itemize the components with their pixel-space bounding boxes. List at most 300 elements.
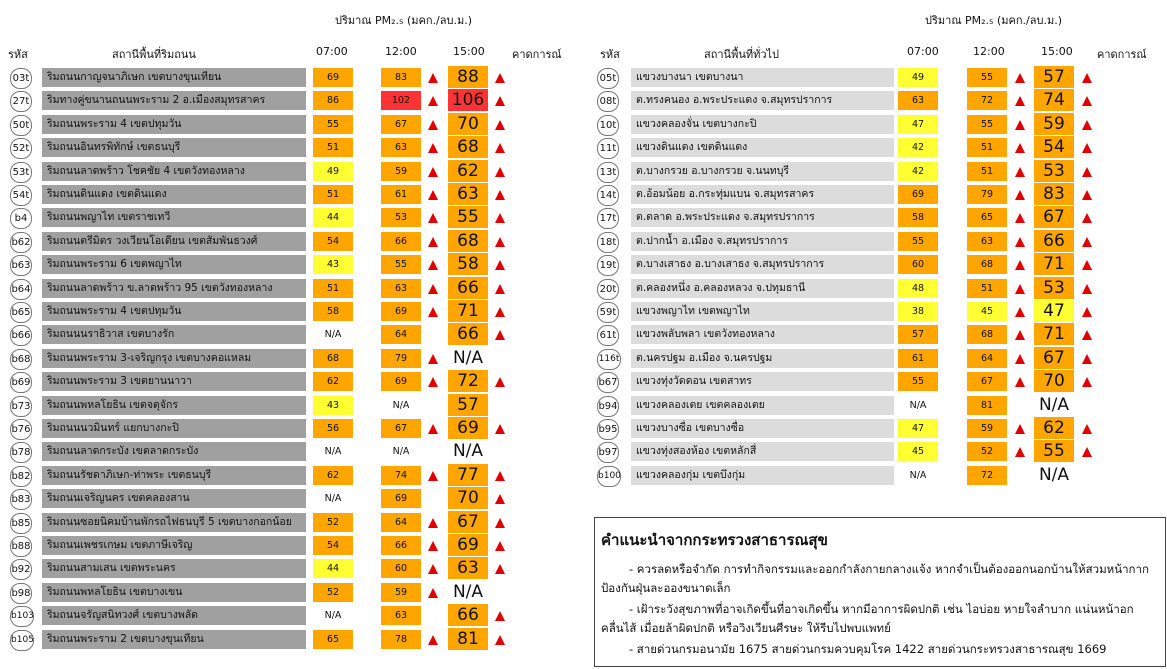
station-name: แขวงทุ่งวัดดอน เขตสาทร [631, 372, 894, 391]
station-row [590, 230, 1167, 254]
station-name: ริมถนนพระราม 4 เขตปทุมวัน [42, 302, 306, 321]
station-name: ริมถนนพระราม 3 เขตยานนาวา [42, 372, 306, 391]
pm25-unit-header: ปริมาณ PM₂.₅ (มคก./ลบ.ม.) [925, 14, 1062, 27]
station-name: ต.บางเสาธง อ.บางเสาธง จ.สมุทรปราการ [631, 255, 894, 274]
station-code-badge: 08t [597, 91, 619, 112]
pm25-value-0700: 42 [898, 162, 938, 181]
station-code-badge: 14t [597, 185, 619, 206]
forecast-up-icon [1082, 167, 1092, 177]
pm25-value-1200: 64 [381, 513, 421, 532]
pm25-value-1500: 69 [448, 417, 488, 439]
pm25-value-1200: 51 [967, 279, 1007, 298]
station-row [0, 581, 580, 605]
forecast-up-icon [495, 73, 505, 83]
pm25-value-0700: 38 [898, 302, 938, 321]
forecast-up-icon [495, 120, 505, 130]
trend-up-icon [428, 284, 438, 294]
forecast-up-icon [495, 260, 505, 270]
station-name: ริมถนนเจริญนคร เขตคลองสาน [42, 489, 306, 508]
station-code-badge: b68 [10, 349, 32, 370]
forecast-up-icon [1082, 330, 1092, 340]
pm25-value-1500: 70 [448, 113, 488, 135]
trend-up-icon [1015, 213, 1025, 223]
station-code-badge: 20t [597, 279, 619, 300]
pm25-value-1200: 67 [967, 372, 1007, 391]
station-name: แขวงบางนา เขตบางนา [631, 68, 894, 87]
forecast-up-icon [495, 167, 505, 177]
station-row [590, 440, 1167, 464]
pm25-value-0700: 54 [313, 232, 353, 251]
station-name: ริมถนนสามเสน เขตพระนคร [42, 559, 306, 578]
station-name: ต.ตลาด อ.พระประแดง จ.สมุทรปราการ [631, 208, 894, 227]
forecast-up-icon [1082, 237, 1092, 247]
station-name: แขวงคลองเตย เขตคลองเตย [631, 396, 894, 415]
pm25-value-0700: N/A [909, 469, 927, 481]
pm25-value-1500: 68 [448, 230, 488, 252]
pm25-value-0700: 55 [898, 372, 938, 391]
trend-up-icon [428, 143, 438, 153]
pm25-value-1500: 71 [1034, 323, 1074, 345]
pm25-value-1200: 67 [381, 115, 421, 134]
station-name: ต.ทรงคนอง อ.พระประแดง จ.สมุทรปราการ [631, 91, 894, 110]
pm25-value-1200: 55 [967, 115, 1007, 134]
pm25-value-1200: N/A [392, 399, 410, 411]
col-1500-header: 15:00 [453, 45, 485, 58]
pm25-value-1200: 69 [381, 372, 421, 391]
station-name: ริมถนนพระราม 4 เขตปทุมวัน [42, 115, 306, 134]
trend-up-icon [428, 354, 438, 364]
forecast-up-icon [1082, 143, 1092, 153]
forecast-up-icon [1082, 377, 1092, 387]
pm25-value-1200: 52 [967, 442, 1007, 461]
pm25-value-1200: 81 [967, 396, 1007, 415]
pm25-value-1200: 72 [967, 466, 1007, 485]
pm25-value-1500: 67 [448, 511, 488, 533]
station-name: ริมถนนพหลโยธิน เขตจตุจักร [42, 396, 306, 415]
trend-up-icon [1015, 447, 1025, 457]
forecast-up-icon [495, 307, 505, 317]
station-code-badge: 52t [10, 138, 32, 159]
pm25-value-1200: 79 [967, 185, 1007, 204]
trend-up-icon [1015, 167, 1025, 177]
station-row [0, 464, 580, 488]
pm25-value-0700: 45 [898, 442, 938, 461]
station-row [0, 206, 580, 230]
pm25-value-1200: 102 [381, 91, 421, 110]
trend-up-icon [1015, 143, 1025, 153]
station-row [590, 277, 1167, 301]
station-name: ริมถนนพระราม 6 เขตพญาไท [42, 255, 306, 274]
pm25-value-0700: 69 [898, 185, 938, 204]
station-code-badge: b67 [597, 372, 619, 393]
pm25-value-1500: 55 [448, 206, 488, 228]
pm25-value-0700: 51 [313, 185, 353, 204]
pm25-value-1500: 66 [448, 604, 488, 626]
station-row [0, 417, 580, 441]
pm25-value-0700: 47 [898, 115, 938, 134]
forecast-up-icon [495, 96, 505, 106]
station-code-badge: b83 [10, 489, 32, 510]
forecast-up-icon [495, 494, 505, 504]
station-name: แขวงคลองจั่น เขตบางกะปิ [631, 115, 894, 134]
pm25-value-1500: 63 [448, 183, 488, 205]
pm25-value-1200: 64 [967, 349, 1007, 368]
station-code-badge: 19t [597, 255, 619, 276]
station-code-badge: b66 [10, 325, 32, 346]
pm25-value-0700: 55 [313, 115, 353, 134]
pm25-value-0700: 61 [898, 349, 938, 368]
forecast-up-icon [495, 518, 505, 528]
forecast-up-icon [495, 424, 505, 434]
station-name: แขวงบางซื่อ เขตบางซื่อ [631, 419, 894, 438]
pm25-value-1200: 65 [967, 208, 1007, 227]
station-row [0, 230, 580, 254]
pm25-value-1200: 69 [381, 489, 421, 508]
station-code-badge: b64 [10, 279, 32, 300]
forecast-up-icon [495, 213, 505, 223]
station-code-badge: b100 [597, 466, 621, 487]
pm25-value-0700: N/A [324, 446, 342, 458]
forecast-up-icon [1082, 120, 1092, 130]
trend-up-icon [1015, 307, 1025, 317]
pm25-value-1200: 51 [967, 162, 1007, 181]
trend-up-icon [428, 190, 438, 200]
station-row [590, 89, 1167, 113]
station-code-badge: b94 [597, 396, 619, 417]
col-station-header: สถานีพื้นที่ริมถนน [112, 48, 196, 61]
pm25-value-1500: N/A [452, 347, 484, 368]
trend-up-icon [428, 260, 438, 270]
advice-title: คำแนะนำจากกระทรวงสาธารณสุข [601, 531, 828, 549]
station-code-badge: b73 [10, 396, 32, 417]
pm25-value-1200: 59 [381, 162, 421, 181]
station-row [0, 160, 580, 184]
station-code-badge: b103 [10, 606, 34, 627]
pm25-value-1500: 66 [448, 323, 488, 345]
pm25-value-1500: 54 [1034, 136, 1074, 158]
pm25-value-1200: 69 [381, 302, 421, 321]
pm25-value-1500: N/A [1038, 464, 1070, 485]
station-code-badge: b98 [10, 583, 32, 604]
trend-up-icon [428, 541, 438, 551]
pm25-value-1500: N/A [452, 441, 484, 462]
station-row [0, 487, 580, 511]
station-code-badge: 13t [597, 162, 619, 183]
station-name: ริมถนนตรีมิตร วงเวียนโอเดียน เขตสัมพันธวงศ์ [42, 232, 306, 251]
trend-up-icon [1015, 190, 1025, 200]
pm25-value-1500: 69 [448, 534, 488, 556]
station-row [0, 557, 580, 581]
station-code-badge: b63 [10, 255, 32, 276]
pm25-value-0700: 57 [898, 325, 938, 344]
trend-up-icon [428, 424, 438, 434]
station-code-badge: b78 [10, 442, 32, 463]
station-code-badge: b85 [10, 513, 32, 534]
advice-item-hotlines: - สายด่วนกรมอนามัย 1675 สายด่วนกรมควบคุมโรค 1422 สายด่วนกระทรวงสาธารณสุข 1669 [629, 642, 1107, 656]
station-code-badge: 116t [597, 349, 621, 370]
station-name: ริมถนนลาดพร้าว โชคชัย 4 เขตวังทองหลาง [42, 162, 306, 181]
forecast-up-icon [495, 471, 505, 481]
pm25-value-1500: 74 [1034, 89, 1074, 111]
pm25-value-1200: 45 [967, 302, 1007, 321]
pm25-value-1200: 68 [967, 255, 1007, 274]
pm25-value-1500: 71 [1034, 253, 1074, 275]
pm25-value-1200: 67 [381, 419, 421, 438]
station-row [590, 160, 1167, 184]
station-code-badge: b88 [10, 536, 32, 557]
pm25-value-1200: 63 [381, 138, 421, 157]
station-name: ริมถนนนวมินทร์ แยกบางกะปิ [42, 419, 306, 438]
pm25-value-1200: 59 [967, 419, 1007, 438]
station-row [0, 89, 580, 113]
station-code-badge: 53t [10, 162, 32, 183]
station-name: ริมถนนจรัญสนิทวงศ์ เขตบางพลัด [42, 606, 306, 625]
station-row [590, 253, 1167, 277]
station-code-badge: b4 [10, 208, 32, 229]
trend-up-icon [1015, 96, 1025, 106]
station-code-badge: b69 [10, 372, 32, 393]
station-row [0, 113, 580, 137]
station-code-badge: 27t [10, 91, 32, 112]
station-row [0, 604, 580, 628]
pm25-value-1500: 63 [448, 557, 488, 579]
pm25-value-1500: 62 [1034, 417, 1074, 439]
health-advice-box [594, 517, 1166, 667]
station-row [0, 277, 580, 301]
pm25-value-0700: 63 [898, 91, 938, 110]
col-forecast-header: คาดการณ์ [1097, 48, 1147, 61]
pm25-value-0700: 49 [898, 68, 938, 87]
station-name: ต.อ้อมน้อย อ.กระทุ่มแบน จ.สมุทรสาคร [631, 185, 894, 204]
pm25-value-1500: 66 [1034, 230, 1074, 252]
pm25-value-0700: 86 [313, 91, 353, 110]
forecast-up-icon [495, 143, 505, 153]
pm25-unit-header: ปริมาณ PM₂.₅ (มคก./ลบ.ม.) [335, 14, 472, 27]
trend-up-icon [428, 635, 438, 645]
pm25-value-1200: 63 [381, 279, 421, 298]
station-row [0, 370, 580, 394]
pm25-value-1200: 66 [381, 536, 421, 555]
station-code-badge: 03t [10, 68, 32, 89]
advice-item-reduce-activity: - ควรลดหรือจำกัด การทำกิจกรรมและออกกำลังกายกลางแจ้ง หากจำเป็นต้องออกนอกบ้านให้สวมหน้ากากป้องกันฝุ่นละอองขนาดเล็ก [601, 562, 1149, 595]
pm25-value-1500: 55 [1034, 440, 1074, 462]
forecast-up-icon [1082, 307, 1092, 317]
station-row [590, 136, 1167, 160]
pm25-value-1200: 55 [967, 68, 1007, 87]
pm25-value-1200: 55 [381, 255, 421, 274]
trend-up-icon [428, 213, 438, 223]
pm25-value-1200: 63 [967, 232, 1007, 251]
pm25-value-0700: 54 [313, 536, 353, 555]
pm25-value-0700: 58 [313, 302, 353, 321]
forecast-up-icon [1082, 260, 1092, 270]
station-name: ริมถนนกาญจนาภิเษก เขตบางขุนเทียน [42, 68, 306, 87]
station-name: ริมถนนนราธิวาส เขตบางรัก [42, 325, 306, 344]
station-row [0, 66, 580, 90]
pm25-value-1500: 62 [448, 160, 488, 182]
station-row [590, 113, 1167, 137]
station-name: ต.ปากน้ำ อ.เมือง จ.สมุทรปราการ [631, 232, 894, 251]
station-row [590, 370, 1167, 394]
pm25-value-1500: 67 [1034, 347, 1074, 369]
pm25-value-1500: 83 [1034, 183, 1074, 205]
pm25-value-1500: 59 [1034, 113, 1074, 135]
station-code-badge: b82 [10, 466, 32, 487]
forecast-up-icon [495, 564, 505, 574]
forecast-up-icon [1082, 190, 1092, 200]
trend-up-icon [1015, 237, 1025, 247]
pm25-value-1500: 67 [1034, 206, 1074, 228]
station-name: แขวงพลับพลา เขตวังทองหลาง [631, 325, 894, 344]
station-row [590, 300, 1167, 324]
station-code-badge: 50t [10, 115, 32, 136]
trend-up-icon [1015, 260, 1025, 270]
station-name: แขวงทุ่งสองห้อง เขตหลักสี่ [631, 442, 894, 461]
pm25-value-1500: 53 [1034, 160, 1074, 182]
trend-up-icon [1015, 73, 1025, 83]
forecast-up-icon [1082, 424, 1092, 434]
station-name: ริมถนนรัชดาภิเษก-ท่าพระ เขตธนบุรี [42, 466, 306, 485]
station-name: ริมถนนเพชรเกษม เขตภาษีเจริญ [42, 536, 306, 555]
station-row [590, 394, 1167, 418]
station-name: ริมถนนพญาไท เขตราชเทวี [42, 208, 306, 227]
forecast-up-icon [1082, 354, 1092, 364]
pm25-value-1500: N/A [452, 581, 484, 602]
pm25-value-0700: 65 [313, 630, 353, 649]
pm25-value-1500: 81 [448, 628, 488, 650]
col-1200-header: 12:00 [385, 45, 417, 58]
station-code-badge: 61t [597, 325, 619, 346]
pm25-value-0700: 44 [313, 559, 353, 578]
station-row [590, 206, 1167, 230]
pm25-value-0700: 48 [898, 279, 938, 298]
pm25-value-0700: 56 [313, 419, 353, 438]
pm25-value-1500: 66 [448, 277, 488, 299]
forecast-up-icon [1082, 213, 1092, 223]
station-name: ต.บางกรวย อ.บางกรวย จ.นนทบุรี [631, 162, 894, 181]
pm25-value-1500: 47 [1034, 300, 1074, 322]
pm25-value-1500: 72 [448, 370, 488, 392]
pm25-value-1200: 72 [967, 91, 1007, 110]
pm25-value-1200: 66 [381, 232, 421, 251]
col-0700-header: 07:00 [907, 45, 939, 58]
station-code-badge: 54t [10, 185, 32, 206]
pm25-value-1200: 78 [381, 630, 421, 649]
station-row [0, 534, 580, 558]
station-name: ริมทางคู่ขนานถนนพระราม 2 อ.เมืองสมุทรสาคร [42, 91, 306, 110]
pm25-value-0700: 62 [313, 466, 353, 485]
trend-up-icon [428, 564, 438, 574]
pm25-value-0700: 62 [313, 372, 353, 391]
trend-up-icon [428, 120, 438, 130]
col-code-header: รหัส [600, 48, 620, 61]
forecast-up-icon [1082, 96, 1092, 106]
pm25-value-0700: 43 [313, 255, 353, 274]
pm25-value-1500: 58 [448, 253, 488, 275]
trend-up-icon [428, 518, 438, 528]
station-row [0, 136, 580, 160]
pm25-value-0700: N/A [324, 329, 342, 341]
forecast-up-icon [495, 237, 505, 247]
trend-up-icon [1015, 284, 1025, 294]
trend-up-icon [1015, 424, 1025, 434]
trend-up-icon [1015, 377, 1025, 387]
pm25-value-1500: 70 [448, 487, 488, 509]
forecast-up-icon [495, 611, 505, 621]
station-code-badge: b95 [597, 419, 619, 440]
pm25-value-1500: 71 [448, 300, 488, 322]
station-code-badge: 59t [597, 302, 619, 323]
forecast-up-icon [495, 635, 505, 645]
trend-up-icon [1015, 330, 1025, 340]
pm25-value-1500: 106 [448, 89, 488, 111]
station-row [0, 628, 580, 652]
advice-item-health-watch: - เฝ้าระวังสุขภาพที่อาจเกิดขึ้นที่อาจเกิดขึ้น หากมีอาการผิดปกติ เช่น ไอบ่อย หายใจลำบาก แน่นหน้าอก คลื่นไส้ เมื่อยล้าผิดปกติ หรือวิงเวียนศีรษะ ให้รีบไปพบแพทย์ [601, 602, 1134, 635]
col-1200-header: 12:00 [973, 45, 1005, 58]
trend-up-icon [428, 307, 438, 317]
station-row [0, 253, 580, 277]
pm25-value-1200: 53 [381, 208, 421, 227]
pm25-value-1200: N/A [392, 446, 410, 458]
trend-up-icon [1015, 354, 1025, 364]
forecast-up-icon [495, 190, 505, 200]
station-row [590, 464, 1167, 488]
station-code-badge: b65 [10, 302, 32, 323]
pm25-value-0700: 44 [313, 208, 353, 227]
pm25-value-1200: 51 [967, 138, 1007, 157]
pm25-value-1200: 83 [381, 68, 421, 87]
station-code-badge: b76 [10, 419, 32, 440]
pm25-value-1200: 63 [381, 606, 421, 625]
col-0700-header: 07:00 [316, 45, 348, 58]
col-1500-header: 15:00 [1041, 45, 1073, 58]
station-row [0, 394, 580, 418]
col-code-header: รหัส [8, 48, 28, 61]
station-name: ริมถนนพระราม 3-เจริญกรุง เขตบางคอแหลม [42, 349, 306, 368]
pm25-value-1200: 61 [381, 185, 421, 204]
station-code-badge: b97 [597, 442, 619, 463]
station-row [590, 417, 1167, 441]
trend-up-icon [428, 167, 438, 177]
pm25-value-0700: 68 [313, 349, 353, 368]
station-name: ริมถนนลาดกระบัง เขตลาดกระบัง [42, 442, 306, 461]
station-row [0, 300, 580, 324]
station-row [0, 511, 580, 535]
pm25-value-0700: 51 [313, 138, 353, 157]
station-code-badge: 11t [597, 138, 619, 159]
trend-up-icon [428, 377, 438, 387]
pm25-value-1200: 64 [381, 325, 421, 344]
col-station-header: สถานีพื้นที่ทั่วไป [704, 48, 780, 61]
station-name: แขวงคลองกุ่ม เขตบึงกุ่ม [631, 466, 894, 485]
trend-up-icon [1015, 120, 1025, 130]
pm25-value-1500: 53 [1034, 277, 1074, 299]
station-code-badge: b105 [10, 630, 34, 651]
trend-up-icon [428, 237, 438, 247]
forecast-up-icon [1082, 73, 1092, 83]
trend-up-icon [428, 96, 438, 106]
station-name: แขวงดินแดง เขตดินแดง [631, 138, 894, 157]
pm25-value-0700: 58 [898, 208, 938, 227]
pm25-value-0700: N/A [324, 493, 342, 505]
pm25-value-0700: 42 [898, 138, 938, 157]
station-row [590, 323, 1167, 347]
station-name: ต.คลองหนึ่ง อ.คลองหลวง จ.ปทุมธานี [631, 279, 894, 298]
station-code-badge: 18t [597, 232, 619, 253]
pm25-value-0700: N/A [324, 610, 342, 622]
station-code-badge: 17t [597, 208, 619, 229]
station-row [0, 183, 580, 207]
